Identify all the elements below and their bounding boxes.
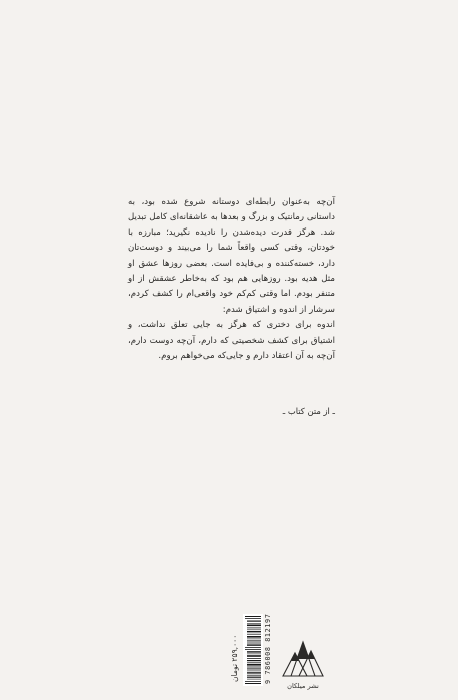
excerpt-source: ـ از متن کتاب ـ [282, 406, 335, 416]
book-excerpt [128, 195, 335, 364]
publisher-name: نشر میلکان [287, 682, 319, 690]
price-label: ۲۵۹,۰۰۰ تومان [230, 634, 239, 682]
excerpt-paragraph-2: اندوه برای دختری که هرگز به جایی تعلق نداشت، و اشتیاق برای کشف شخصیتی که دارم، آن‌چه دوست دارم، آن‌چه به آن اعتقاد دارم و جایی‌که می‌خواهم بروم. [128, 320, 335, 362]
isbn-barcode [243, 614, 263, 686]
mountain-peaks-icon [281, 640, 325, 680]
isbn-digits: 9 786008 812197 [264, 613, 272, 684]
excerpt-paragraph-1: آن‌چه به‌عنوان رابطه‌ای دوستانه شروع شده بود، به داستانی رمانتیک و بزرگ و بعدها به عاشقانه‌ای کامل تبدیل شد. هرگز قدرت دیده‌شدن را نادیده نگیرید؛ مبارزه با خودتان، وقتی کسی واقعاً شما را می‌بیند و دوست‌تان دارد، خسته‌کننده و بی‌فایده است. بعضی روزها عشق او مثل هدیه بود. روزهایی هم بود که به‌خاطر عشقش از او متنفر بودم. اما وقتی کم‌کم خود واقعی‌ام را کشف کردم، سرشار از اندوه و اشتیاق شدم: [128, 197, 335, 315]
